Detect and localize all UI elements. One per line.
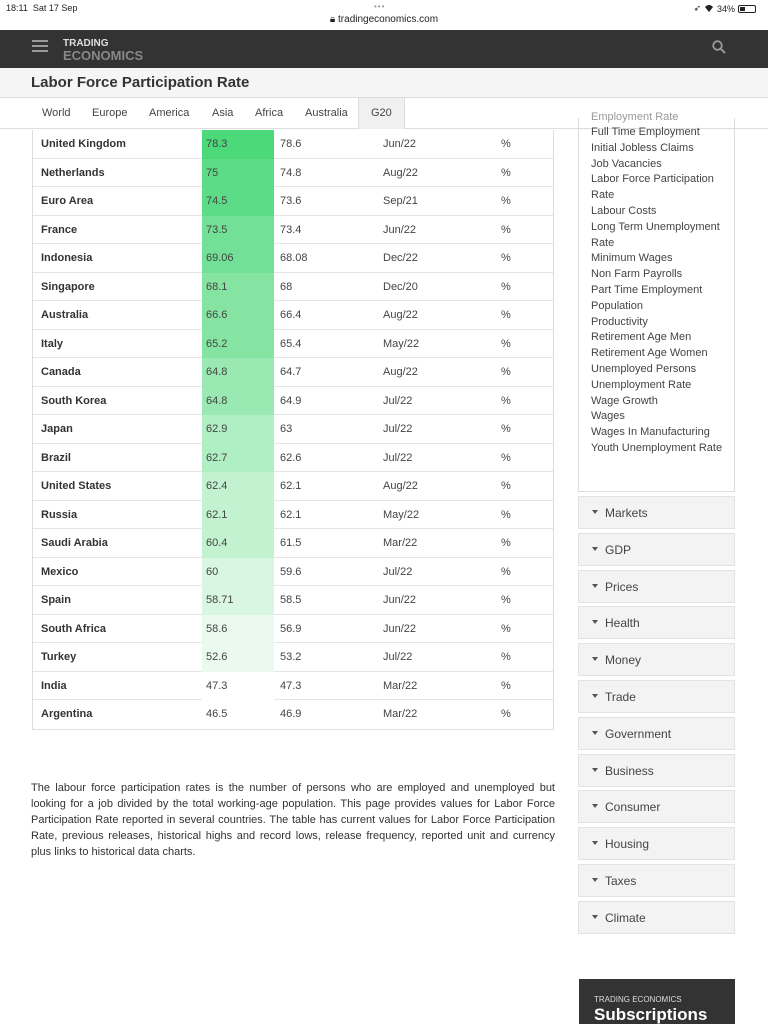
previous-value: 47.3	[280, 679, 302, 692]
wifi-icon	[704, 4, 714, 14]
caret-down-icon	[592, 841, 598, 845]
data-table	[32, 130, 554, 730]
caret-down-icon	[592, 804, 598, 808]
table-row[interactable]	[33, 558, 553, 587]
last-value: 74.5	[202, 187, 274, 216]
tab-g20[interactable]: G20	[358, 98, 405, 129]
table-row[interactable]	[33, 187, 553, 216]
last-value: 65.2	[202, 330, 274, 359]
previous-value: 56.9	[280, 622, 302, 635]
country-name[interactable]: United States	[41, 480, 112, 492]
last-value: 68.1	[202, 273, 274, 302]
status-icons	[693, 3, 756, 14]
table-row[interactable]	[33, 273, 553, 302]
more-dots-icon[interactable]: •••	[374, 2, 386, 11]
previous-value: 53.2	[280, 651, 302, 663]
last-value: 60.4	[202, 529, 274, 558]
last-value: 46.5	[202, 700, 274, 729]
tab-australia[interactable]: Australia	[305, 107, 348, 119]
address-bar[interactable]	[0, 14, 768, 25]
unit: %	[501, 252, 511, 264]
caret-down-icon	[592, 878, 598, 882]
country-name[interactable]: Indonesia	[41, 252, 93, 264]
sidebar-item[interactable]: Labour Costs	[591, 204, 657, 217]
category-government[interactable]	[578, 717, 735, 750]
country-name[interactable]: Canada	[41, 366, 81, 378]
reference-date: Jul/22	[383, 423, 413, 435]
table-row[interactable]	[33, 130, 553, 159]
category-gdp[interactable]	[578, 533, 735, 566]
previous-value: 62.6	[280, 451, 302, 464]
tab-asia[interactable]: Asia	[212, 107, 234, 119]
previous-value: 78.6	[280, 138, 302, 150]
country-name[interactable]: Italy	[41, 337, 64, 350]
country-name[interactable]: India	[41, 679, 67, 692]
search-icon[interactable]	[712, 40, 726, 54]
sidebar-item[interactable]: Unemployment Rate	[591, 378, 692, 391]
unit: %	[501, 537, 511, 549]
category-consumer[interactable]	[578, 790, 735, 823]
description-text: The labour force participation rates is the number of persons who are employed and unemployed but looking for a job divided by the total working-age population. This page provides values for Labor Force Participation Rate reported in several countries. The table has current values for Labor Force Participation Rate, previous releases, historical highs and record lows, release frequency, reported unit and currency plus links to historical data charts.	[31, 782, 555, 858]
country-name[interactable]: Turkey	[41, 651, 77, 663]
unit: %	[501, 166, 511, 179]
previous-value: 65.4	[280, 337, 302, 350]
unit: %	[501, 679, 511, 692]
category-label: Business	[605, 763, 654, 778]
category-health[interactable]	[578, 606, 735, 639]
unit: %	[501, 480, 511, 492]
unit: %	[501, 565, 511, 578]
sidebar-item[interactable]: Labor Force Participation Rate	[591, 173, 714, 202]
reference-date: May/22	[383, 508, 420, 521]
tab-europe[interactable]: Europe	[92, 107, 128, 119]
previous-value: 68	[280, 280, 293, 293]
sidebar-item[interactable]: Long Term Unemployment Rate	[591, 220, 720, 249]
reference-date: Jun/22	[383, 138, 417, 150]
previous-value: 73.6	[280, 195, 302, 207]
page-title: Labor Force Participation Rate	[31, 74, 250, 91]
unit: %	[501, 309, 511, 321]
unit: %	[501, 223, 511, 236]
table-row[interactable]	[33, 301, 553, 330]
top-navigation	[0, 30, 768, 68]
sidebar-item[interactable]: Initial Jobless Claims	[591, 141, 694, 154]
table-row[interactable]	[33, 501, 553, 530]
country-name[interactable]: Russia	[41, 508, 78, 521]
last-value: 62.7	[202, 444, 274, 473]
reference-date: Sep/21	[383, 195, 418, 207]
reference-date: Mar/22	[383, 679, 418, 692]
last-value: 52.6	[202, 643, 274, 672]
reference-date: Jul/22	[383, 451, 413, 464]
country-name[interactable]: Spain	[41, 594, 71, 606]
table-row[interactable]	[33, 444, 553, 473]
last-value: 75	[202, 159, 274, 188]
unit: %	[501, 651, 511, 663]
table-row[interactable]	[33, 216, 553, 245]
table-row[interactable]	[33, 615, 553, 644]
status-bar	[0, 0, 768, 30]
reference-date: Dec/22	[383, 252, 418, 264]
table-row[interactable]	[33, 529, 553, 558]
table-row[interactable]	[33, 387, 553, 416]
reference-date: Mar/22	[383, 537, 418, 549]
table-row[interactable]	[33, 358, 553, 387]
country-name[interactable]: Singapore	[41, 280, 95, 293]
caret-down-icon	[592, 620, 598, 624]
last-value: 64.8	[202, 358, 274, 387]
caret-down-icon	[592, 915, 598, 919]
previous-value: 62.1	[280, 508, 302, 521]
logo[interactable]: TRADING ECONOMICS	[63, 38, 144, 63]
tab-america[interactable]: America	[149, 107, 190, 119]
reference-date: Jul/22	[383, 394, 413, 407]
table-row[interactable]	[33, 244, 553, 273]
country-name[interactable]: United Kingdom	[41, 138, 126, 150]
sidebar-item[interactable]: Productivity	[591, 315, 648, 328]
previous-value: 59.6	[280, 565, 302, 578]
previous-value: 73.4	[280, 223, 302, 236]
last-value: 64.8	[202, 387, 274, 416]
unit: %	[501, 337, 511, 350]
location-icon: ➶	[693, 3, 701, 13]
previous-value: 64.7	[280, 366, 302, 378]
tab-world[interactable]: World	[42, 107, 71, 119]
sidebar-item[interactable]: Wages	[591, 410, 625, 423]
table-row[interactable]	[33, 586, 553, 615]
sidebar-item[interactable]: Employment Rate	[591, 111, 679, 123]
previous-value: 58.5	[280, 594, 302, 606]
table-row[interactable]	[33, 159, 553, 188]
caret-down-icon	[592, 510, 598, 514]
reference-date: Dec/20	[383, 280, 418, 293]
category-climate[interactable]	[578, 901, 735, 934]
country-name[interactable]: Australia	[41, 309, 89, 321]
unit: %	[501, 451, 511, 464]
last-value: 58.71	[202, 586, 274, 615]
sidebar-item[interactable]: Full Time Employment	[591, 126, 700, 138]
table-row[interactable]	[33, 472, 553, 501]
last-value: 62.1	[202, 501, 274, 530]
sidebar-item[interactable]: Unemployed Persons	[591, 362, 697, 375]
country-name[interactable]: Euro Area	[41, 195, 94, 207]
caret-down-icon	[592, 584, 598, 588]
previous-value: 68.08	[280, 252, 308, 264]
sidebar-item[interactable]: Wage Growth	[591, 394, 658, 407]
unit: %	[501, 622, 511, 635]
country-name[interactable]: Argentina	[41, 708, 93, 720]
unit: %	[501, 394, 511, 407]
reference-date: Jul/22	[383, 651, 413, 663]
last-value: 60	[202, 558, 274, 587]
subscriptions-banner[interactable]	[579, 979, 735, 1024]
subscriptions-brand: TRADING ECONOMICS	[594, 995, 682, 1004]
country-name[interactable]: Netherlands	[41, 166, 105, 179]
reference-date: Jun/22	[383, 223, 417, 236]
previous-value: 66.4	[280, 309, 302, 321]
previous-value: 61.5	[280, 537, 302, 549]
unit: %	[501, 366, 511, 378]
category-trade[interactable]	[578, 680, 735, 713]
category-label: Markets	[605, 506, 648, 520]
unit: %	[501, 195, 511, 207]
caret-down-icon	[592, 657, 598, 661]
category-label: Government	[605, 726, 672, 741]
unit: %	[501, 708, 511, 720]
sidebar-item[interactable]: Retirement Age Men	[591, 331, 692, 344]
reference-date: Aug/22	[383, 309, 418, 321]
last-value: 66.6	[202, 301, 274, 330]
country-name[interactable]: Mexico	[41, 565, 79, 578]
battery-percent: 34%	[716, 3, 735, 14]
last-value: 73.5	[202, 216, 274, 245]
sidebar-item[interactable]: Non Farm Payrolls	[591, 268, 683, 281]
category-prices[interactable]	[578, 570, 735, 603]
last-value: 78.3	[202, 130, 274, 159]
table-row[interactable]	[33, 700, 553, 729]
unit: %	[501, 508, 511, 521]
category-label: Climate	[605, 910, 646, 925]
reference-date: Jun/22	[383, 594, 417, 606]
unit: %	[501, 280, 511, 293]
caret-down-icon	[592, 694, 598, 698]
title-bar	[0, 68, 768, 98]
country-name[interactable]: Saudi Arabia	[41, 537, 108, 549]
reference-date: Mar/22	[383, 708, 418, 720]
sidebar-item[interactable]: Minimum Wages	[591, 252, 673, 265]
category-money[interactable]	[578, 643, 735, 676]
sidebar-item[interactable]: Youth Unemployment Rate	[591, 441, 723, 454]
battery-icon	[738, 5, 756, 13]
tab-africa[interactable]: Africa	[255, 107, 284, 119]
lock-icon: 🔒︎	[329, 14, 336, 25]
category-label: GDP	[605, 542, 632, 557]
previous-value: 64.9	[280, 394, 302, 407]
sidebar-item[interactable]: Wages In Manufacturing	[591, 426, 710, 439]
reference-date: Aug/22	[383, 366, 418, 378]
country-name[interactable]: South Korea	[41, 394, 107, 407]
url-text: tradingeconomics.com	[338, 14, 439, 25]
category-housing[interactable]	[578, 827, 735, 860]
reference-date: Jun/22	[383, 622, 417, 635]
subscriptions-title: Subscriptions	[594, 1005, 708, 1024]
previous-value: 74.8	[280, 166, 302, 179]
category-business[interactable]	[578, 754, 735, 787]
hamburger-menu-icon[interactable]	[32, 40, 48, 52]
sidebar-item[interactable]: Population	[591, 299, 643, 312]
unit: %	[501, 423, 511, 435]
table-row[interactable]	[33, 672, 553, 701]
last-value: 58.6	[202, 615, 274, 644]
sidebar-item[interactable]: Part Time Employment	[591, 283, 703, 296]
country-name[interactable]: Japan	[41, 423, 73, 435]
category-label: Trade	[605, 690, 636, 704]
table-row[interactable]	[33, 415, 553, 444]
table-row[interactable]	[33, 643, 553, 672]
category-label: Money	[605, 653, 642, 668]
category-label: Taxes	[605, 874, 637, 888]
category-taxes[interactable]	[578, 864, 735, 897]
previous-value: 46.9	[280, 708, 302, 720]
status-time: 18:11 Sat 17 Sep	[6, 3, 78, 13]
last-value: 62.4	[202, 472, 274, 501]
caret-down-icon	[592, 768, 598, 772]
previous-value: 63	[280, 423, 293, 435]
reference-date: Aug/22	[383, 480, 418, 492]
table-row[interactable]	[33, 330, 553, 359]
reference-date: Jul/22	[383, 565, 413, 578]
sidebar-item[interactable]: Job Vacancies	[591, 157, 662, 170]
caret-down-icon	[592, 731, 598, 735]
reference-date: Aug/22	[383, 166, 418, 179]
sidebar-item[interactable]: Retirement Age Women	[591, 347, 708, 360]
unit: %	[501, 594, 511, 606]
country-name[interactable]: Brazil	[41, 451, 71, 464]
category-label: Housing	[605, 837, 650, 852]
previous-value: 62.1	[280, 480, 302, 492]
country-name[interactable]: France	[41, 223, 78, 236]
country-name[interactable]: South Africa	[41, 622, 106, 635]
caret-down-icon	[592, 547, 598, 551]
last-value: 69.06	[202, 244, 274, 273]
reference-date: May/22	[383, 337, 420, 350]
sidebar-indicator-list	[578, 111, 735, 492]
last-value: 47.3	[202, 672, 274, 701]
category-markets[interactable]	[578, 496, 735, 529]
category-label: Health	[605, 616, 640, 631]
last-value: 62.9	[202, 415, 274, 444]
category-label: Prices	[605, 579, 639, 594]
unit: %	[501, 138, 511, 150]
category-label: Consumer	[605, 800, 661, 815]
